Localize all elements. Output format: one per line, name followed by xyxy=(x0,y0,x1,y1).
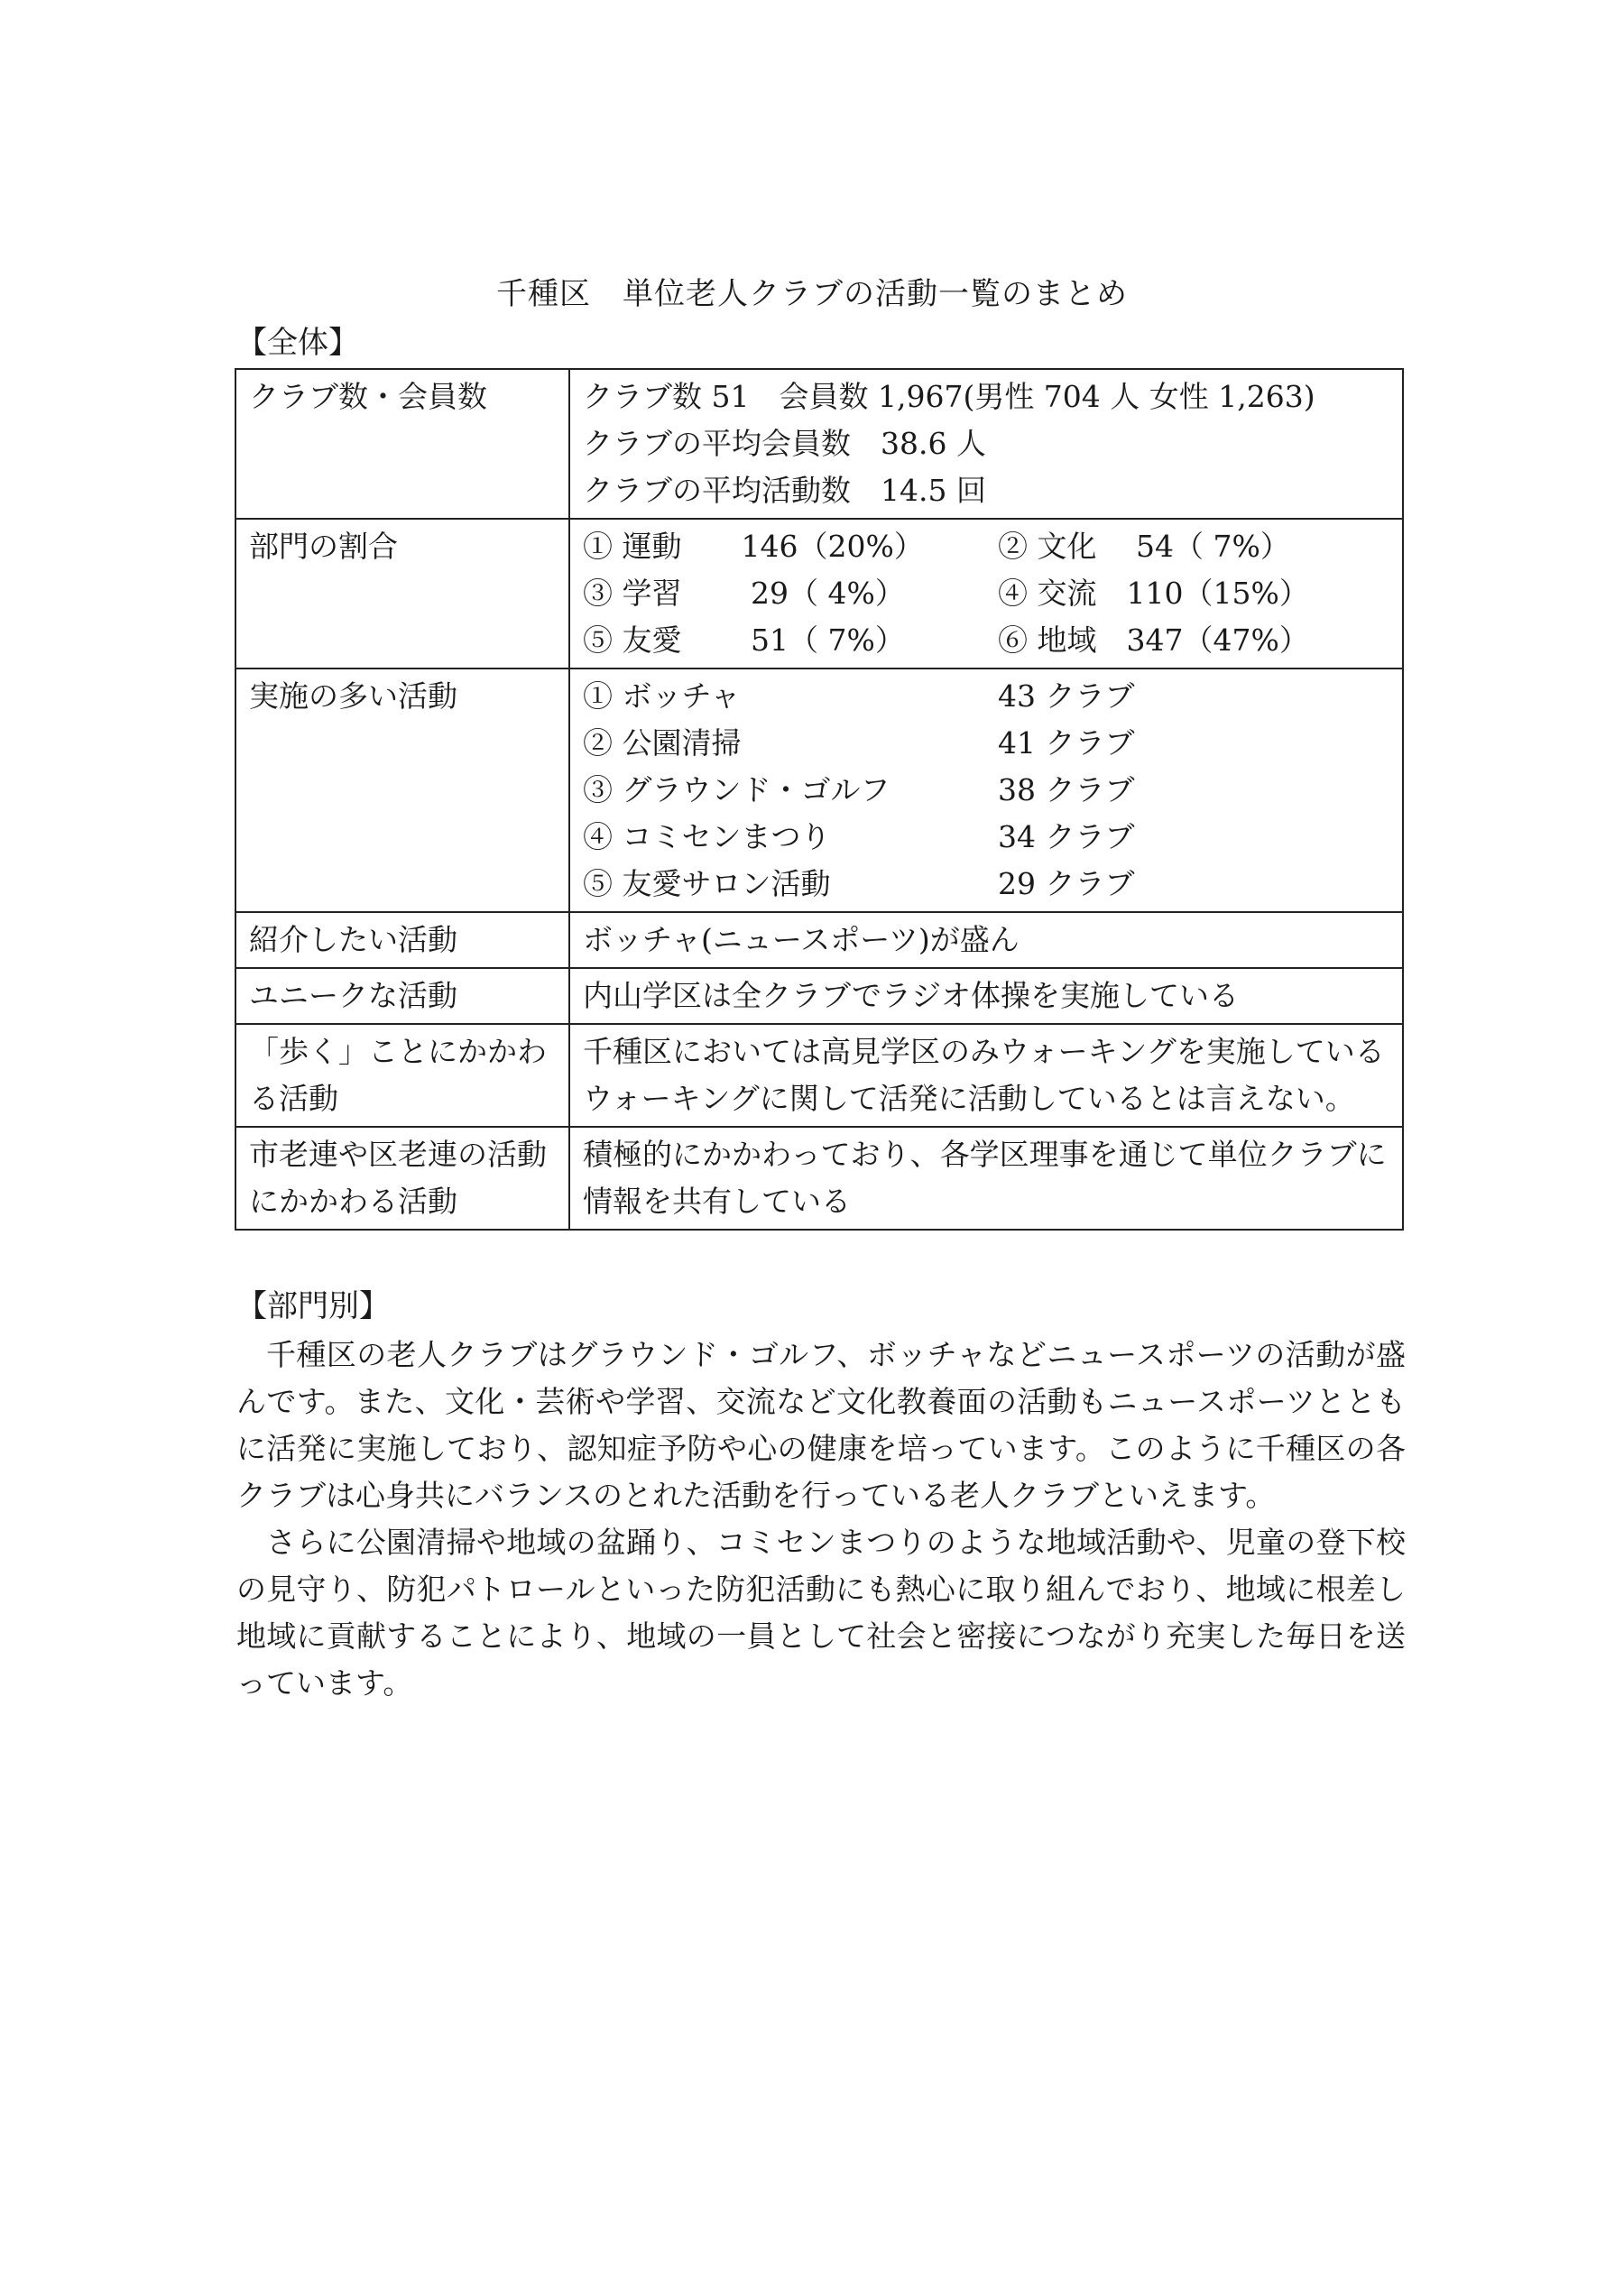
summary-table xyxy=(235,368,1404,1231)
list-item xyxy=(583,720,1389,767)
activity-count: 43 クラブ xyxy=(998,678,1135,714)
row-label: 部門の割合 xyxy=(235,519,569,669)
table-row-federation xyxy=(235,1127,1403,1230)
row-label: ユニークな活動 xyxy=(235,968,569,1024)
table-row-frequent xyxy=(235,669,1403,912)
document-title: 千種区 単位老人クラブの活動一覧のまとめ xyxy=(496,276,1128,312)
activity-name: ① ボッチャ xyxy=(583,678,741,714)
activity-count: 41 クラブ xyxy=(998,725,1135,761)
row-value xyxy=(569,669,1403,912)
member-count-line: クラブ数 51 会員数 1,967(男性 704 人 女性 1,263) xyxy=(583,379,1315,414)
section-heading-overall: 【全体】 xyxy=(236,325,359,361)
table-row-unique xyxy=(235,968,1403,1024)
row-value xyxy=(569,519,1403,669)
row-value: 積極的にかかわっており、各学区理事を通じて単位クラブに情報を共有している xyxy=(569,1127,1403,1230)
row-value: ボッチャ(ニュースポーツ)が盛ん xyxy=(569,912,1403,968)
list-item xyxy=(583,814,1389,861)
list-item xyxy=(583,673,1389,720)
activity-name: ③ グラウンド・ゴルフ xyxy=(583,772,890,807)
average-members-line: クラブの平均会員数 38.6 人 xyxy=(583,426,986,461)
activity-name: ⑤ 友愛サロン活動 xyxy=(583,866,831,901)
activity-count: 38 クラブ xyxy=(998,772,1135,807)
paragraph: 千種区の老人クラブはグラウンド・ゴルフ、ボッチャなどニュースポーツの活動が盛んです。また、文化・芸術や学習、交流など文化教養面の活動もニュースポーツとともに活発に実施しており、認知症予防や心の健康を培っています。このように千種区の各クラブは心身共にバランスのとれた活動を行っている老人クラブといえます。 xyxy=(236,1337,1406,1513)
list-item xyxy=(583,767,1389,814)
department-summary xyxy=(236,1332,1406,1707)
row-label: 「歩く」ことにかかわる活動 xyxy=(235,1024,569,1127)
paragraph: さらに公園清掃や地域の盆踊り、コミセンまつりのような地域活動や、児童の登下校の見守り、防犯パトロールといった防犯活動にも熱心に取り組んでおり、地域に根差し地域に貢献することにより、地域の一員として社会と密接につながり充実した毎日を送っています。 xyxy=(236,1525,1406,1701)
row-label: クラブ数・会員数 xyxy=(235,369,569,519)
ratio-item: ② 文化 54（ 7%） xyxy=(998,529,1290,564)
ratio-pair xyxy=(583,617,1389,664)
activity-name: ② 公園清掃 xyxy=(583,725,742,761)
ratio-item: ④ 交流 110（15%） xyxy=(998,576,1309,611)
row-value xyxy=(569,369,1403,519)
table-row-walking xyxy=(235,1024,1403,1127)
ratio-item: ① 運動 146（20%） xyxy=(583,529,924,564)
row-label: 市老連や区老連の活動にかかわる活動 xyxy=(235,1127,569,1230)
row-label: 紹介したい活動 xyxy=(235,912,569,968)
average-activities-line: クラブの平均活動数 14.5 回 xyxy=(583,473,986,508)
ratio-pair xyxy=(583,523,1389,570)
table-row-introduce xyxy=(235,912,1403,968)
list-item xyxy=(583,861,1389,908)
ratio-pair xyxy=(583,570,1389,617)
row-label: 実施の多い活動 xyxy=(235,669,569,912)
activity-count: 29 クラブ xyxy=(998,866,1135,901)
activity-name: ④ コミセンまつり xyxy=(583,819,831,854)
ratio-item: ③ 学習 29（ 4%） xyxy=(583,576,905,611)
table-row-members xyxy=(235,369,1403,519)
activity-count: 34 クラブ xyxy=(998,819,1135,854)
table-row-ratio xyxy=(235,519,1403,669)
section-heading-department: 【部門別】 xyxy=(236,1288,390,1324)
ratio-item: ⑥ 地域 347（47%） xyxy=(998,622,1309,658)
row-value: 内山学区は全クラブでラジオ体操を実施している xyxy=(569,968,1403,1024)
ratio-item: ⑤ 友愛 51（ 7%） xyxy=(583,622,905,658)
row-value: 千種区においては高見学区のみウォーキングを実施しているウォーキングに関して活発に活動しているとは言えない。 xyxy=(569,1024,1403,1127)
